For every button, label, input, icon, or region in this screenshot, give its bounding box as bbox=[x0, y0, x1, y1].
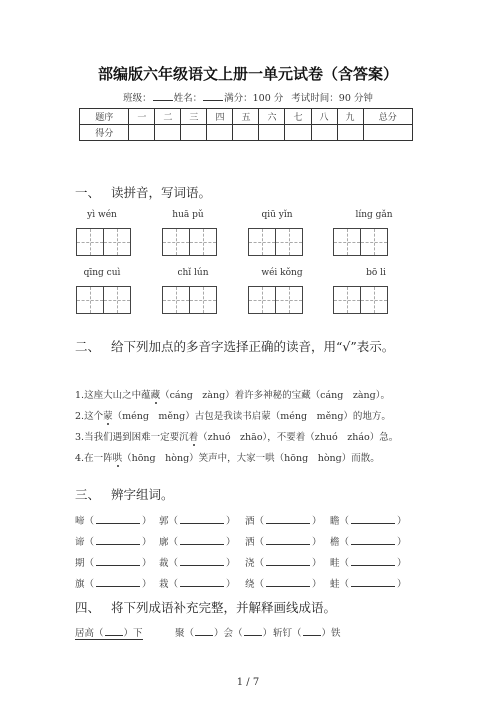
idiom-text: 斩钉 bbox=[273, 628, 293, 639]
score-header-cell: 三 bbox=[181, 109, 207, 125]
score-cell[interactable] bbox=[233, 125, 259, 141]
writing-cell[interactable] bbox=[360, 228, 388, 256]
name-blank bbox=[203, 91, 223, 101]
section4-number: 四、 bbox=[75, 600, 101, 615]
idiom-item: 斩钉（ ）铁 bbox=[273, 628, 341, 639]
pinyin-label: yì wén bbox=[87, 210, 117, 220]
answer-blank[interactable] bbox=[351, 556, 395, 566]
char-item: 谛（ ） bbox=[75, 537, 152, 548]
answer-blank[interactable] bbox=[195, 626, 213, 636]
char-item: 绕（ ） bbox=[245, 579, 322, 590]
char: 蛙 bbox=[330, 579, 340, 590]
score-header-cell: 六 bbox=[259, 109, 285, 125]
score-cell[interactable] bbox=[155, 125, 181, 141]
char: 浇 bbox=[245, 558, 255, 569]
char: 畦 bbox=[330, 558, 340, 569]
answer-blank[interactable] bbox=[96, 556, 140, 566]
score-header-cell: 四 bbox=[207, 109, 233, 125]
section3-number: 三、 bbox=[75, 487, 101, 502]
char-item: 檐（ ） bbox=[330, 537, 407, 548]
score-cell[interactable] bbox=[337, 125, 363, 141]
section1-heading bbox=[75, 183, 211, 201]
answer-blank[interactable] bbox=[180, 556, 224, 566]
sentence-text: 2.这个 bbox=[75, 411, 104, 422]
char-item: 旗（ ） bbox=[75, 579, 152, 590]
char-item: 裁（ ） bbox=[159, 558, 236, 569]
sentence-4 bbox=[75, 450, 380, 464]
score-header-cell: 八 bbox=[311, 109, 337, 125]
section4-heading bbox=[75, 598, 336, 616]
answer-blank[interactable] bbox=[266, 577, 310, 587]
pinyin-label: bō li bbox=[366, 268, 386, 278]
writing-cell[interactable] bbox=[76, 286, 104, 314]
writing-cell[interactable] bbox=[360, 286, 388, 314]
writing-grid bbox=[76, 286, 130, 314]
section1-title: 读拼音，写词语。 bbox=[111, 185, 212, 200]
score-header-cell: 二 bbox=[155, 109, 181, 125]
char-item: 浇（ ） bbox=[245, 558, 322, 569]
pinyin-label: líng gǎn bbox=[355, 210, 393, 220]
exam-info bbox=[0, 90, 496, 104]
exam-time: 考试时间：90 分钟 bbox=[291, 93, 373, 104]
score-cell[interactable] bbox=[311, 125, 337, 141]
class-label: 班级： bbox=[123, 93, 152, 104]
idiom-item: 聚（ ）会（ ） bbox=[175, 628, 273, 639]
score-header-cell: 题序 bbox=[80, 109, 129, 125]
score-header-cell: 七 bbox=[285, 109, 311, 125]
pinyin-label: wéi kǒng bbox=[261, 268, 303, 278]
char: 郭 bbox=[159, 516, 169, 527]
writing-cell[interactable] bbox=[248, 228, 276, 256]
writing-cell[interactable] bbox=[189, 228, 217, 256]
score-row-label: 得分 bbox=[80, 125, 129, 141]
pinyin-label: huā pǔ bbox=[172, 210, 204, 220]
score-cell[interactable] bbox=[363, 125, 412, 141]
answer-blank[interactable] bbox=[180, 535, 224, 545]
answer-blank[interactable] bbox=[266, 556, 310, 566]
answer-blank[interactable] bbox=[96, 514, 140, 524]
char-item: 郭（ ） bbox=[159, 516, 236, 527]
writing-cell[interactable] bbox=[162, 228, 190, 256]
score-value-row bbox=[80, 125, 413, 141]
idiom-text: 铁 bbox=[331, 628, 341, 639]
answer-blank[interactable] bbox=[351, 577, 395, 587]
sentence-text: （cáng zàng）着许多神秘的宝藏（cáng zàng）。 bbox=[160, 390, 390, 401]
char: 期 bbox=[75, 558, 85, 569]
char: 栽 bbox=[159, 579, 169, 590]
writing-cell[interactable] bbox=[103, 228, 131, 256]
section3-heading bbox=[75, 485, 174, 503]
char: 檐 bbox=[330, 537, 340, 548]
answer-blank[interactable] bbox=[96, 535, 140, 545]
writing-grid bbox=[333, 286, 387, 314]
score-header-cell: 一 bbox=[129, 109, 155, 125]
score-header-cell: 九 bbox=[337, 109, 363, 125]
writing-grid bbox=[248, 228, 302, 256]
answer-blank[interactable] bbox=[180, 577, 224, 587]
answer-blank[interactable] bbox=[266, 535, 310, 545]
char: 廓 bbox=[159, 537, 169, 548]
writing-cell[interactable] bbox=[162, 286, 190, 314]
score-cell[interactable] bbox=[129, 125, 155, 141]
sentence-text: 4.在一阵 bbox=[75, 453, 113, 464]
writing-cell[interactable] bbox=[333, 228, 361, 256]
full-score: 满分：100 分 bbox=[224, 93, 284, 104]
sentence-text: （zhuó zhāo），不要着（zhuó zháo）急。 bbox=[198, 432, 399, 443]
score-table bbox=[79, 108, 413, 141]
sentence-text: 3.当我们遇到困难一定要沉 bbox=[75, 432, 189, 443]
answer-blank[interactable] bbox=[180, 514, 224, 524]
char-item: 畦（ ） bbox=[330, 558, 407, 569]
sentence-3 bbox=[75, 429, 398, 443]
section3-title: 辨字组词。 bbox=[111, 487, 174, 502]
page-title: 部编版六年级语文上册一单元试卷（含答案） bbox=[97, 65, 398, 83]
answer-blank[interactable] bbox=[351, 514, 395, 524]
pinyin-label: qīng cuì bbox=[83, 268, 121, 278]
char-item: 酒（ ） bbox=[245, 516, 322, 527]
name-label: 姓名： bbox=[173, 93, 203, 104]
idiom-item: 居高（ ）下 bbox=[75, 628, 143, 639]
char-item: 期（ ） bbox=[75, 558, 152, 569]
answer-blank[interactable] bbox=[96, 577, 140, 587]
section2-heading bbox=[75, 334, 415, 359]
char-item: 瞻（ ） bbox=[330, 516, 407, 527]
score-cell[interactable] bbox=[181, 125, 207, 141]
page-number: 1 / 7 bbox=[236, 677, 260, 688]
sentence-2 bbox=[75, 408, 391, 422]
writing-grid bbox=[333, 228, 387, 256]
writing-grid bbox=[76, 228, 130, 256]
char: 裁 bbox=[159, 558, 169, 569]
sentence-text: 1.这座大山之中蕴 bbox=[75, 390, 151, 401]
dotted-character: 着 bbox=[188, 432, 199, 443]
char: 瞻 bbox=[330, 516, 340, 527]
sentence-1 bbox=[75, 387, 390, 401]
score-header-row bbox=[80, 109, 413, 125]
answer-blank[interactable] bbox=[351, 535, 395, 545]
class-blank bbox=[153, 91, 173, 101]
sentence-text: （hōng hòng）笑声中，大家一哄（hōng hòng）而散。 bbox=[122, 453, 380, 464]
answer-blank[interactable] bbox=[105, 626, 123, 636]
score-cell[interactable] bbox=[207, 125, 233, 141]
char: 啼 bbox=[75, 516, 85, 527]
char: 绕 bbox=[245, 579, 255, 590]
writing-cell[interactable] bbox=[248, 286, 276, 314]
writing-grid bbox=[162, 228, 216, 256]
char-item: 廓（ ） bbox=[159, 537, 236, 548]
section4-title: 将下列成语补充完整，并解释画线成语。 bbox=[111, 600, 337, 615]
answer-blank[interactable] bbox=[266, 514, 310, 524]
section1-number: 一、 bbox=[75, 185, 101, 200]
dotted-character: 哄 bbox=[112, 453, 123, 464]
idiom-text: 会 bbox=[223, 628, 234, 639]
char: 洒 bbox=[245, 537, 255, 548]
section2-title: 给下列加点的多音字选择正确的读音，用“√”表示。 bbox=[111, 339, 395, 354]
writing-cell[interactable] bbox=[76, 228, 104, 256]
char: 酒 bbox=[245, 516, 255, 527]
char-item: 栽（ ） bbox=[159, 579, 236, 590]
char-item: 洒（ ） bbox=[245, 537, 322, 548]
score-cell[interactable] bbox=[259, 125, 285, 141]
writing-cell[interactable] bbox=[333, 286, 361, 314]
pinyin-label: qiū yǐn bbox=[261, 210, 293, 220]
dotted-character: 蒙 bbox=[103, 411, 113, 422]
score-cell[interactable] bbox=[285, 125, 311, 141]
char: 谛 bbox=[75, 537, 85, 548]
idiom-text: 下 bbox=[133, 628, 143, 639]
idiom-text: 聚 bbox=[175, 628, 185, 639]
writing-cell[interactable] bbox=[275, 286, 303, 314]
score-header-cell: 总分 bbox=[363, 109, 412, 125]
writing-cell[interactable] bbox=[189, 286, 217, 314]
answer-blank[interactable] bbox=[244, 626, 262, 636]
dotted-character: 藏 bbox=[150, 390, 161, 401]
score-header-cell: 五 bbox=[233, 109, 259, 125]
char: 旗 bbox=[75, 579, 85, 590]
char-item: 蛙（ ） bbox=[330, 579, 407, 590]
idiom-text: 居高 bbox=[75, 628, 95, 639]
answer-blank[interactable] bbox=[303, 626, 321, 636]
char-item: 啼（ ） bbox=[75, 516, 152, 527]
writing-grid bbox=[162, 286, 216, 314]
sentence-text: （méng měng）古包是我读书启蒙（méng měng）的地方。 bbox=[112, 411, 391, 422]
pinyin-label: chǐ lún bbox=[177, 268, 209, 278]
writing-cell[interactable] bbox=[103, 286, 131, 314]
writing-cell[interactable] bbox=[275, 228, 303, 256]
writing-grid bbox=[248, 286, 302, 314]
section2-number: 二、 bbox=[75, 339, 101, 354]
